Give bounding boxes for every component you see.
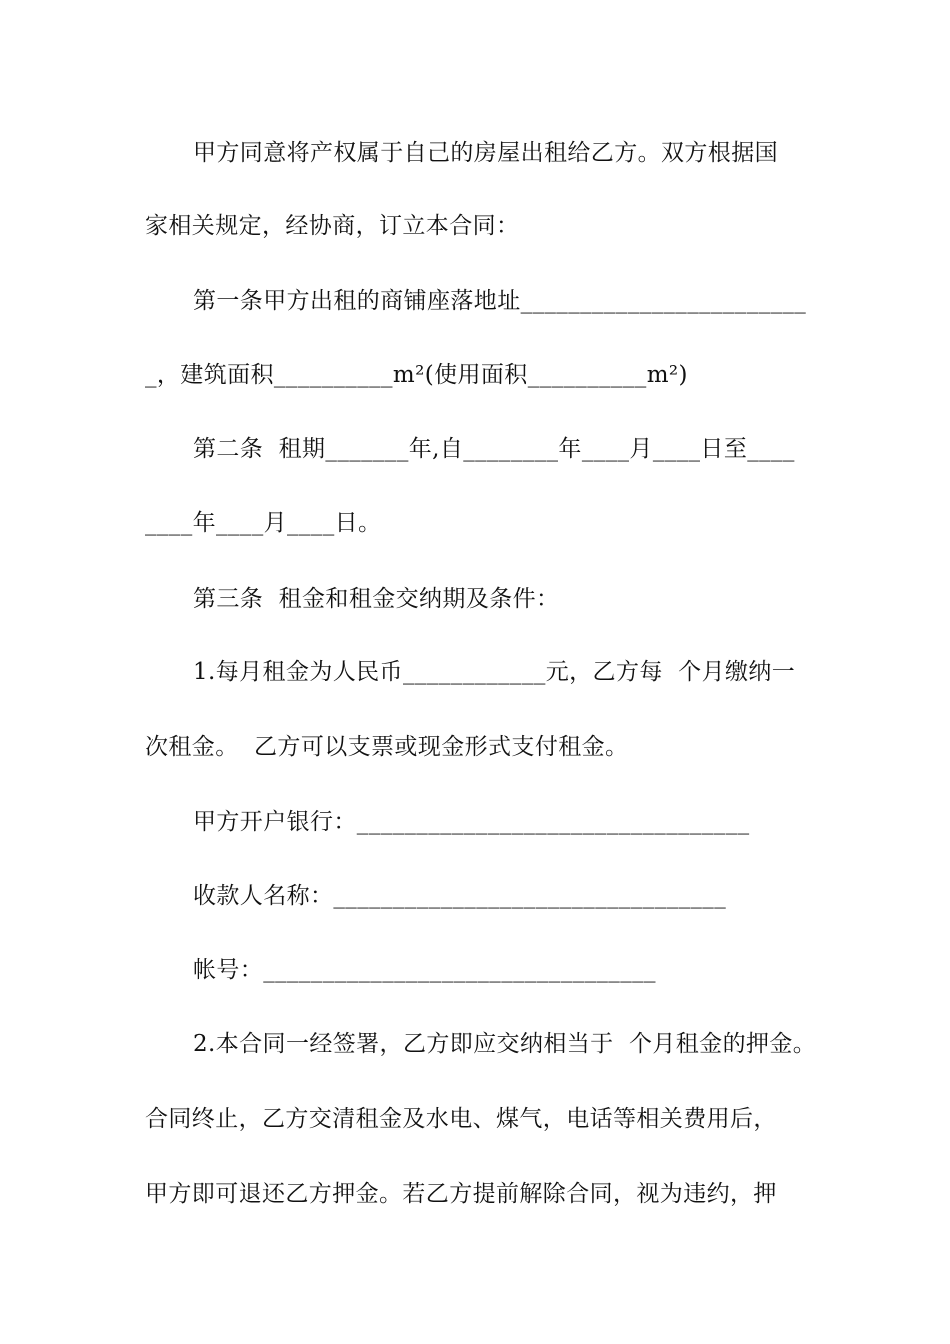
- clause-2-line-1: 2.本合同一经签署，乙方即应交纳相当于 个月租金的押金。: [193, 1031, 817, 1057]
- article-2-line-1: 第二条 租期_______年,自________年____月____日至____: [193, 436, 795, 462]
- account-field-line: 帐号：_________________________________: [193, 957, 656, 983]
- article-2-line-2: ____年____月____日。: [145, 510, 382, 536]
- paragraph-intro-line-1: 甲方同意将产权属于自己的房屋出租给乙方。双方根据国: [193, 140, 778, 166]
- article-3-heading: 第三条 租金和租金交纳期及条件：: [193, 586, 560, 612]
- article-1-line-2: _，建筑面积__________m²(使用面积__________m²): [145, 362, 688, 388]
- paragraph-intro-line-2: 家相关规定，经协商，订立本合同：: [145, 213, 520, 239]
- clause-1-line-1: 1.每月租金为人民币____________元，乙方每 个月缴纳一: [193, 659, 796, 685]
- bank-field-line: 甲方开户银行：_________________________________: [193, 809, 750, 835]
- payee-field-line: 收款人名称：_________________________________: [193, 883, 727, 909]
- article-1-line-1: 第一条甲方出租的商铺座落地址________________________: [193, 288, 807, 314]
- clause-2-line-3: 甲方即可退还乙方押金。若乙方提前解除合同，视为违约，押: [145, 1181, 777, 1207]
- clause-1-line-2: 次租金。 乙方可以支票或现金形式支付租金。: [145, 734, 629, 760]
- clause-2-line-2: 合同终止，乙方交清租金及水电、煤气，电话等相关费用后，: [145, 1106, 777, 1132]
